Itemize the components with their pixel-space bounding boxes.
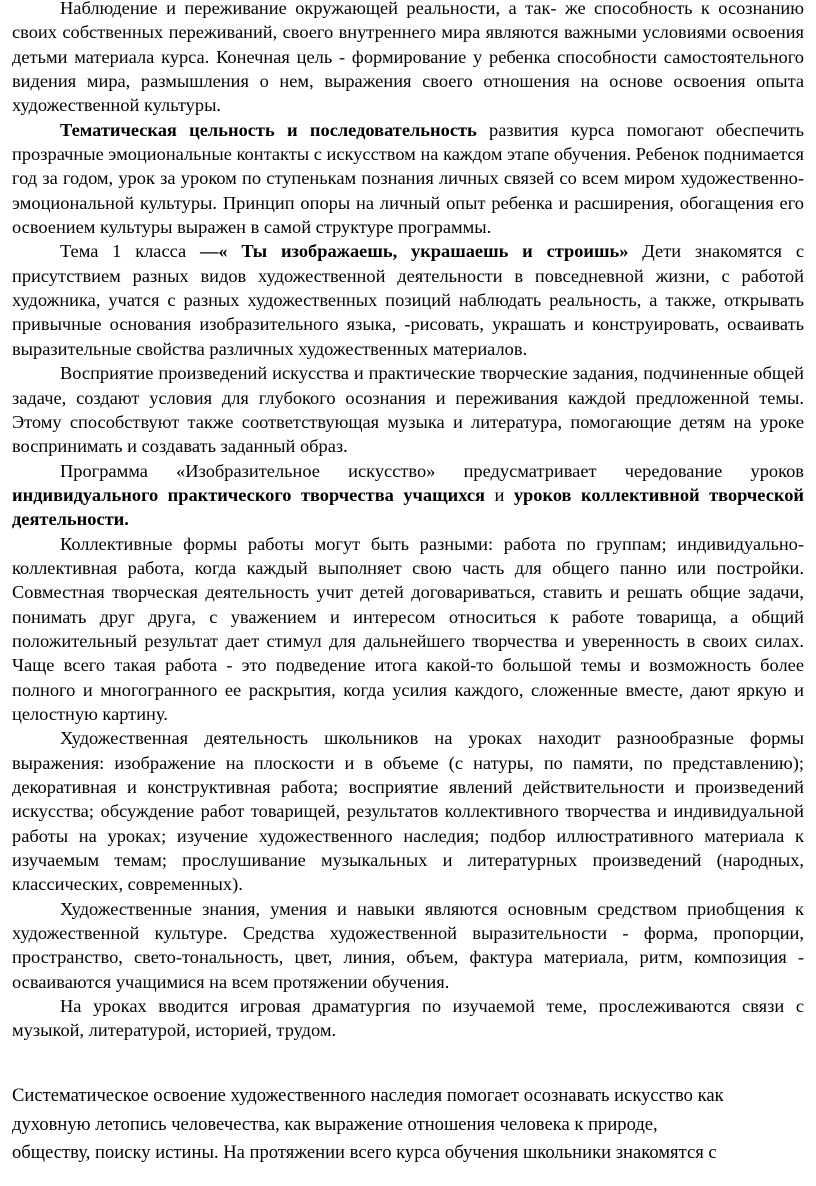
paragraph-lead: Тема 1 класса [60, 241, 201, 262]
paragraph-lead: Программа «Изобразительное искусство» предусматривает чередование уроков [60, 460, 804, 481]
bold-theme-title: —« Ты изображаешь, украшаешь и строишь» [200, 241, 629, 262]
paragraph-perception [12, 361, 804, 458]
document-body [12, 0, 804, 1043]
tail-line: духовную летопись человечества, как выражение отношения человека к природе, [12, 1113, 658, 1135]
paragraph-grade-1-theme [12, 239, 804, 361]
tail-line: Систематическое освоение художественного наследия помогает осознавать искусство как [12, 1085, 724, 1106]
paragraph-program-alternation [12, 459, 804, 532]
bold-term-collective-activity: уроков коллективной творческой деятельности. [12, 484, 804, 530]
paragraph-text: Коллективные формы работы могут быть разными: работа по группам; индивидуально-коллективная работа, когда каждый выполняет свою часть для общего панно или постройки. Совместная творческая деятельность учит детей договариваться, ставить и решать общие задачи, понимать друг друга, с уважением и интересом относиться к работе товарища, а общий положительный результат дает стимул для дальнейшего творчества и уверенность в своих силах. Чаще всего такая работа - это подведение итога какой-то большой темы и возможность более полного и многогранного ее раскрытия, когда усилия каждого, сложенные вместе, дают яркую и целостную картину. [12, 533, 804, 724]
tail-line: обществу, поиску истины. На протяжении всего курса обучения школьники знакомятся с [12, 1142, 717, 1163]
document-tail [12, 1082, 804, 1168]
paragraph-art-activity-forms [12, 726, 804, 896]
paragraph-text: На уроках вводится игровая драматургия по изучаемой теме, прослеживаются связи с музыкой, литературой, историей, трудом. [12, 996, 804, 1041]
bold-term-individual-creativity: индивидуального практического творчества учащихся [12, 484, 485, 505]
paragraph-text: Восприятие произведений искусства и практические творческие задания, подчиненные общей задаче, создают условия для глубокого осознания и переживания каждой предложенной темы. Этому способствуют также соответствующая музыка и литература, помогающие детям на уроке воспринимать и создавать заданный образ. [12, 363, 804, 457]
paragraph-text: Художественная деятельность школьников на уроках находит разнообразные формы выражения: изображение на плоскости и в объеме (с натуры, по памяти, по представлению); декоративная и конструктивная работа; восприятие явлений действительности и произведений искусства; обсуждение работ товарищей, результатов коллективного творчества и индивидуальной работы на уроках; изучение художественного наследия; подбор иллюстративного материала к изучаемым темам; прослушивание музыкальных и литературных произведений (народных, классических, современных). [12, 728, 804, 895]
paragraph-collective-forms [12, 532, 804, 727]
paragraph-knowledge-skills [12, 897, 804, 994]
bold-term-thematic-integrity: Тематическая цельность и последовательность [60, 119, 477, 140]
paragraph-connector: и [485, 484, 514, 505]
paragraph-game-dramaturgy [12, 994, 804, 1043]
paragraph-text: Наблюдение и переживание окружающей реальности, а так- же способность к осознанию своих собственных переживаний, своего внутреннего мира являются важными условиями освоения детьми материала курса. Конечная цель - формирование у ребенка способности самостоятельного видения мира, размышления о нем, выражения своего отношения на основе освоения опыта художественной культуры. [12, 0, 804, 116]
paragraph-text: Дети знакомятся с присутствием разных видов художественной деятельности в повседневной жизни, с работой художника, учатся с разных художественных позиций наблюдать реальность, а также, открывать привычные основания изобразительного языка, -рисовать, украшать и конструировать, осваивать выразительные свойства различных художественных материалов. [12, 241, 804, 359]
paragraph-observation [12, 0, 804, 118]
paragraph-text: Художественные знания, умения и навыки являются основным средством приобщения к художественной культуре. Средства художественной выразительности - форма, пропорции, пространство, свето-тональность, цвет, линия, объем, фактура материала, ритм, композиция - осваиваются учащимися на всем протяжении обучения. [12, 898, 804, 992]
paragraph-text: развития курса помогают обеспечить прозрачные эмоциональные контакты с искусством на каждом этапе обучения. Ребенок поднимается год за годом, урок за уроком по ступенькам познания личных связей со всем миром художественно-эмоциональной культуры. Принцип опоры на личный опыт ребенка и расширения, обогащения его освоением культуры выражен в самой структуре программы. [12, 119, 805, 238]
paragraph-thematic-integrity [12, 118, 804, 240]
